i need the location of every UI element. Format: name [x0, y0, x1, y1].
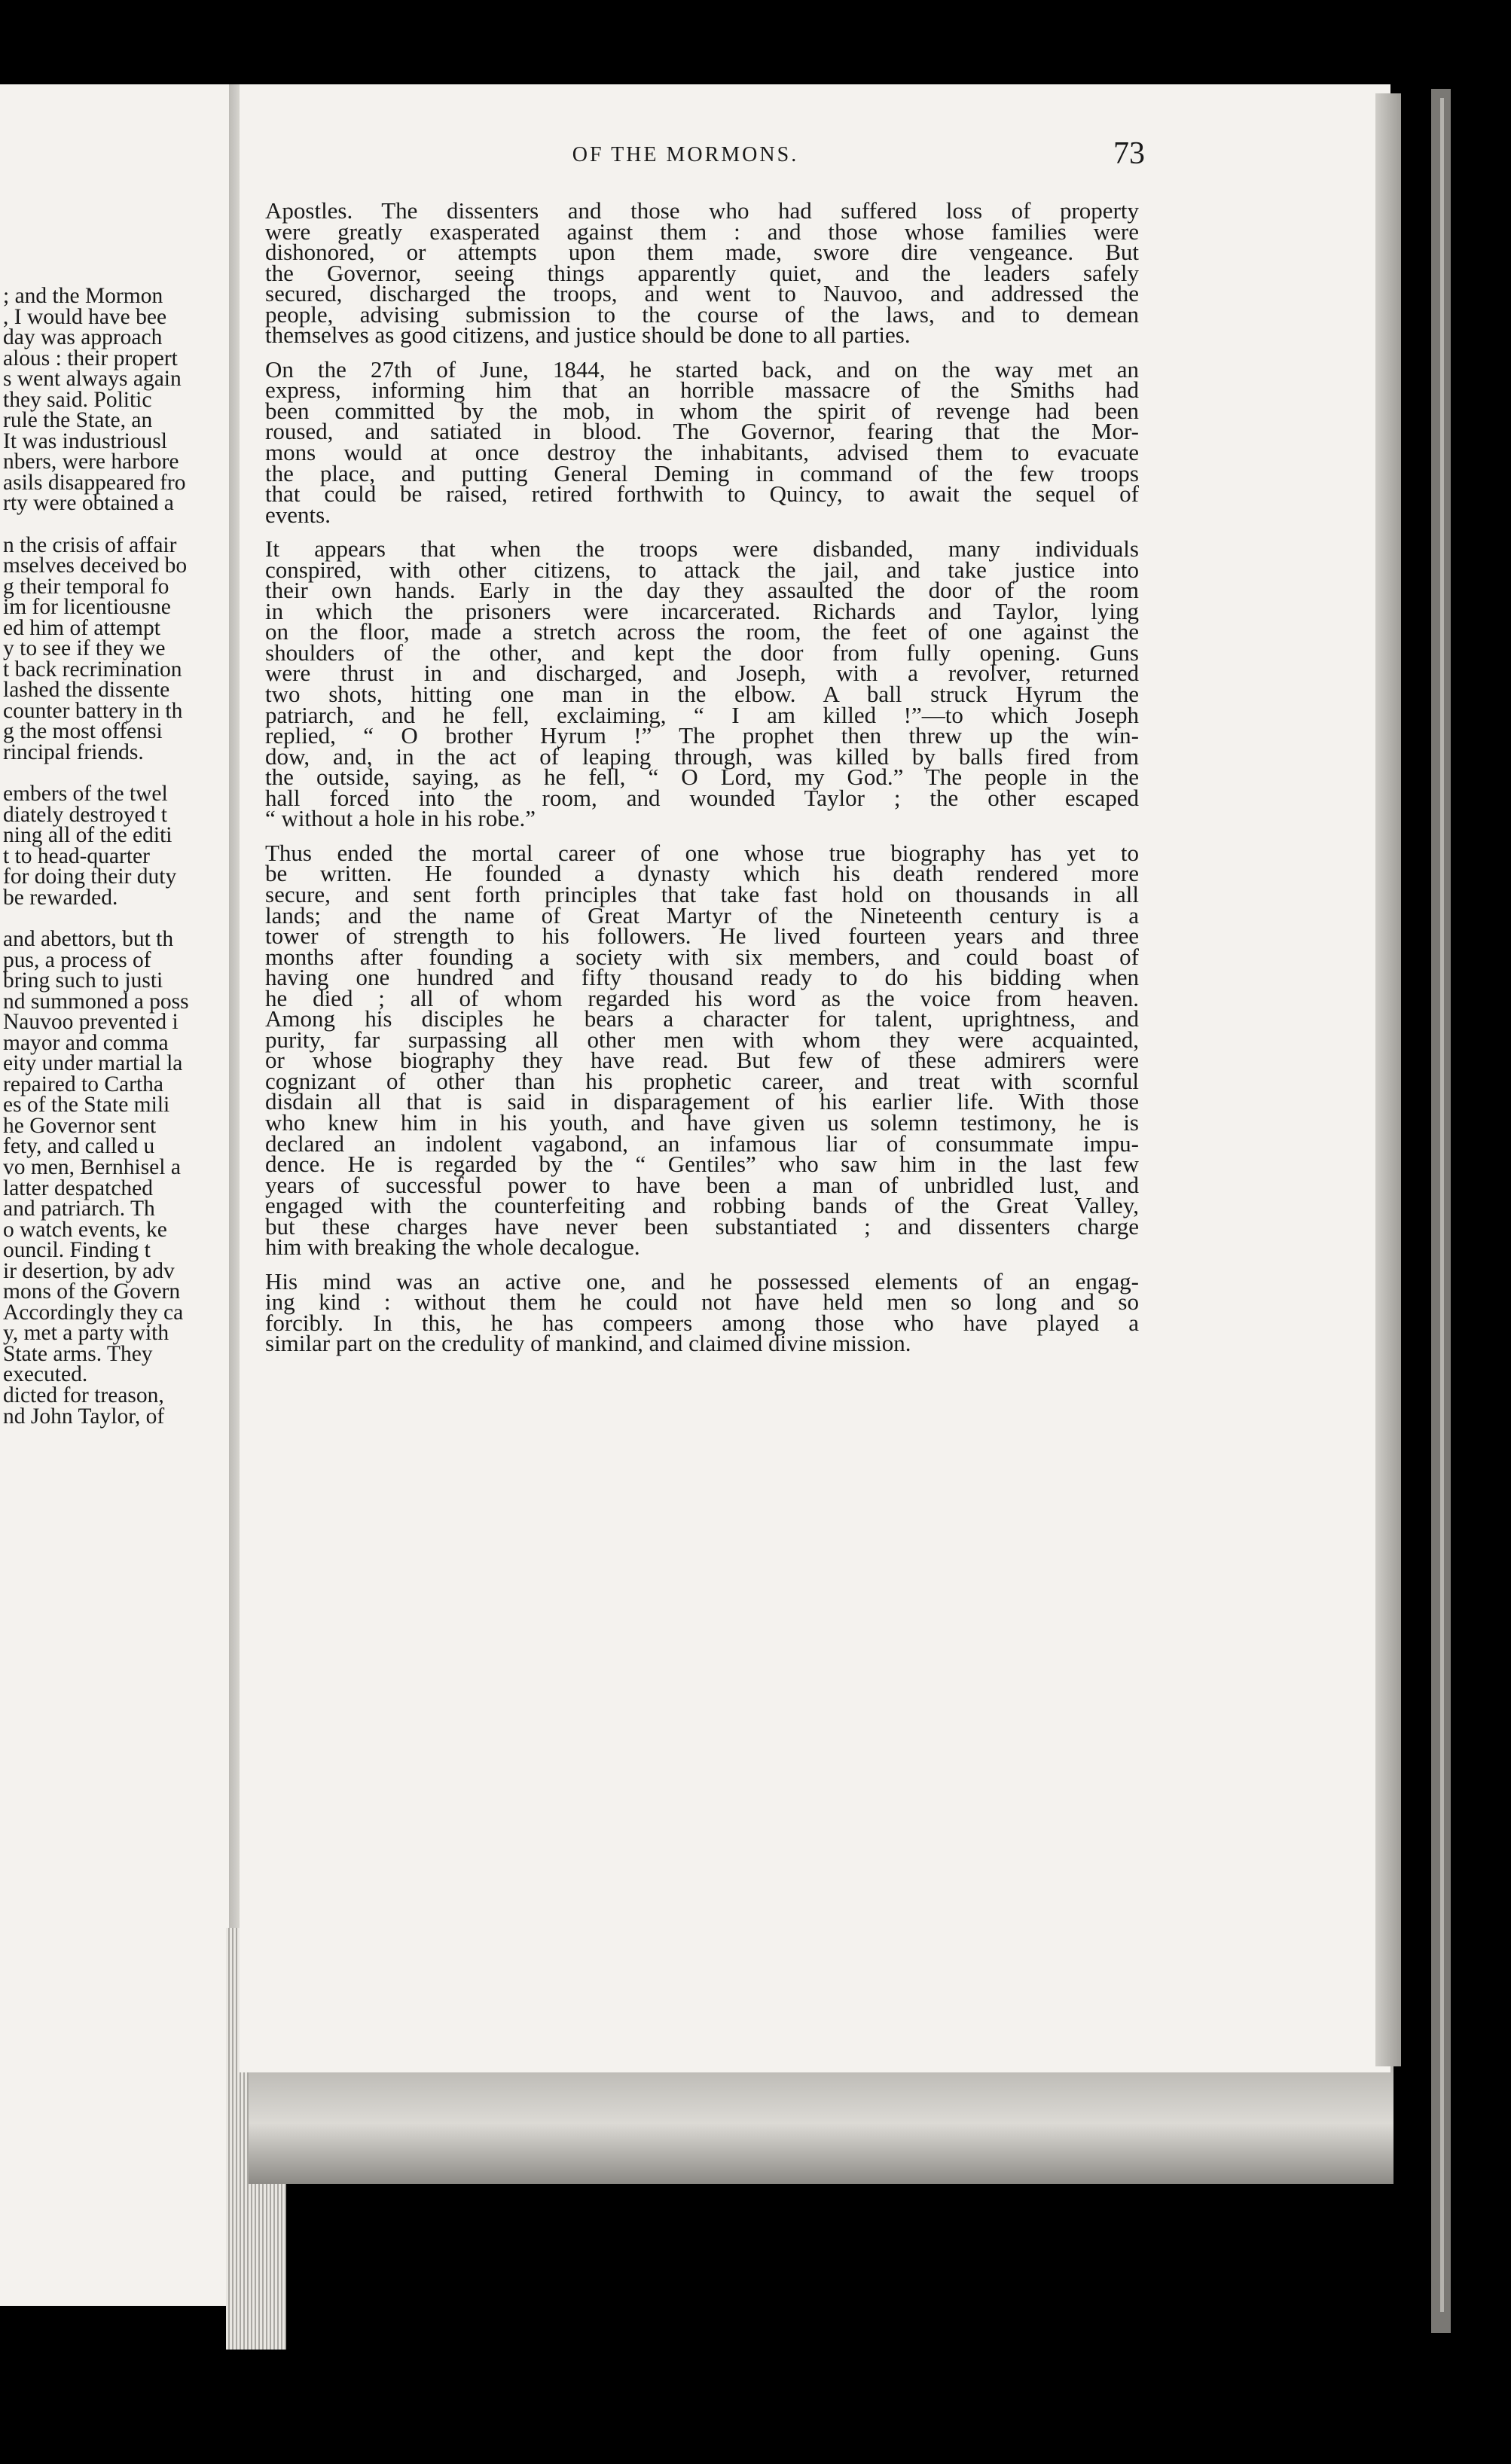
paragraph [265, 355, 1139, 528]
text-line: mons would at once destroy the inhabitants, advised them to evacuate [265, 439, 1139, 466]
left-column-line: bring such to justi [3, 968, 163, 993]
left-page-fragment [0, 84, 240, 2306]
text-line: be written. He founded a dynasty which his death rendered more [265, 860, 1139, 887]
left-column-line: nd summoned a poss [3, 989, 189, 1014]
left-column-line: day was approach [3, 325, 163, 350]
left-column-line: fety, and called u [3, 1134, 155, 1159]
left-column-line: nd John Taylor, of [3, 1404, 165, 1429]
left-column-line: embers of the twel [3, 782, 168, 807]
text-line: that could be raised, retired forthwith to Quincy, to await the sequel of [265, 480, 1139, 508]
text-line: the place, and putting General Deming in command of the few troops [265, 459, 1139, 486]
left-column-line: they said. Politic [3, 387, 152, 412]
text-line: It appears that when the troops were disbanded, many individuals [265, 535, 1139, 563]
text-line: “ without a hole in his robe.” [265, 805, 536, 832]
left-column-line: asils disappeared fro [3, 470, 186, 495]
left-column-line: mons of the Govern [3, 1279, 181, 1304]
body-text [265, 197, 1139, 1368]
text-line: he died ; all of whom regarded his word as the voice from heaven. [265, 984, 1139, 1011]
left-column-line: diately destroyed t [3, 802, 167, 827]
text-line: roused, and satiated in blood. The Governor, fearing that the Mor- [265, 418, 1139, 445]
left-column-line: y to see if they we [3, 636, 166, 661]
left-column-line: ; and the Mormon [3, 284, 163, 308]
text-line: the Governor, seeing things apparently quiet, and the leaders safely [265, 259, 1139, 286]
left-column-line: nbers, were harbore [3, 450, 179, 474]
left-column-line: g their temporal fo [3, 574, 169, 599]
left-column-line: and abettors, but th [3, 926, 174, 951]
text-line: years of successful power to have been a man of unbridled lust, and [265, 1171, 1139, 1198]
text-line: similar part on the credulity of mankind, and claimed divine mission. [265, 1330, 911, 1357]
page-number: 73 [1113, 136, 1145, 171]
left-column-line: rule the State, an [3, 408, 153, 433]
text-line: two shots, hitting one man in the elbow. A ball struck Hyrum the [265, 681, 1139, 708]
text-line: secured, discharged the troops, and went to Nauvoo, and addressed the [265, 280, 1139, 307]
text-line: cognizant of other than his prophetic career, and treat with scornful [265, 1067, 1139, 1094]
text-line: forcibly. In this, he has compeers among those who have played a [265, 1309, 1139, 1336]
text-line: lands; and the name of Great Martyr of the Nineteenth century is a [265, 901, 1139, 929]
text-line: were greatly exasperated against them : and those whose families were [265, 218, 1139, 245]
left-column-line: be rewarded. [3, 885, 118, 910]
left-column-line: s went always again [3, 367, 182, 392]
left-column-line [3, 764, 240, 785]
text-line: ing kind : without them he could not have held men so long and so [265, 1288, 1139, 1316]
text-line: replied, “ O brother Hyrum !” The prophet then threw up the win- [265, 722, 1139, 749]
text-line: on the floor, made a stretch across the room, the feet of one against the [265, 618, 1139, 645]
left-column-line: ning all of the editi [3, 823, 172, 848]
text-line: the outside, saying, as he fell, “ O Lord, my God.” The people in the [265, 764, 1139, 791]
text-line: Apostles. The dissenters and those who had suffered loss of property [265, 197, 1139, 224]
text-line: were thrust in and discharged, and Joseph, with a revolver, returned [265, 660, 1139, 687]
text-line: On the 27th of June, 1844, he started back, and on the way met an [265, 355, 1139, 383]
left-column-line: repaired to Cartha [3, 1072, 163, 1096]
left-column-line: rincipal friends. [3, 740, 144, 765]
text-line: their own hands. Early in the day they assaulted the door of the room [265, 577, 1139, 604]
text-line: who knew him in his youth, and have given us solemn testimony, he is [265, 1108, 1139, 1136]
left-column-line: latter despatched [3, 1176, 154, 1200]
left-column-line: ir desertion, by adv [3, 1258, 175, 1283]
text-line: dow, and, in the act of leaping through, was killed by balls fired from [265, 743, 1139, 770]
left-column-line: ed him of attempt [3, 615, 160, 640]
text-line: having one hundred and fifty thousand ready to do his bidding when [265, 964, 1139, 991]
text-line: purity, far surpassing all other men with whom they were acquainted, [265, 1026, 1139, 1053]
left-column-line: , I would have bee [3, 304, 167, 329]
text-line: dence. He is regarded by the “ Gentiles” who saw him in the last few [265, 1151, 1139, 1178]
text-line: dishonored, or attempts upon them made, swore dire vengeance. But [265, 239, 1139, 266]
left-column-line: mselves deceived bo [3, 553, 188, 578]
left-column-line: g the most offensi [3, 719, 163, 744]
left-column-line: n the crisis of affair [3, 532, 177, 557]
text-line: Thus ended the mortal career of one whose true biography has yet to [265, 839, 1139, 866]
left-column-line: t back recrimination [3, 657, 182, 682]
left-column-line: vo men, Bernhisel a [3, 1154, 181, 1179]
paragraph [265, 535, 1139, 832]
left-column-line [3, 908, 240, 929]
left-column-line: es of the State mili [3, 1093, 170, 1118]
left-column-line: o watch events, ke [3, 1217, 167, 1242]
left-column-line: State arms. They [3, 1341, 153, 1366]
left-column-line [3, 514, 240, 535]
text-line: or whose biography they have read. But few of these admirers were [265, 1047, 1139, 1074]
paragraph [265, 197, 1139, 349]
left-column-line: counter battery in th [3, 698, 183, 723]
running-head: OF THE MORMONS. [572, 143, 799, 166]
text-line: him with breaking the whole decalogue. [265, 1234, 640, 1261]
text-line: His mind was an active one, and he possessed elements of an engag- [265, 1267, 1139, 1295]
page-shadow [249, 2063, 1393, 2184]
text-line: engaged with the counterfeiting and robbing bands of the Great Valley, [265, 1192, 1139, 1219]
book-cover-highlight [1440, 98, 1444, 2312]
text-line: express, informing him that an horrible massacre of the Smiths had [265, 377, 1139, 404]
text-line: secure, and sent forth principles that take fast hold on thousands in all [265, 880, 1139, 907]
text-line: themselves as good citizens, and justice should be done to all parties. [265, 322, 911, 349]
text-line: declared an indolent vagabond, an infamous liar of consummate impu- [265, 1130, 1139, 1157]
left-column-line: Nauvoo prevented i [3, 1010, 179, 1035]
text-line: people, advising submission to the course of the laws, and to demean [265, 300, 1139, 328]
left-column-text [0, 286, 240, 1427]
left-column-line: for doing their duty [3, 865, 177, 889]
left-column-line: eity under martial la [3, 1051, 183, 1076]
left-column-line: t to head-quarter [3, 843, 150, 868]
left-column-line: pus, a process of [3, 947, 151, 972]
left-column-line: he Governor sent [3, 1113, 157, 1138]
text-line: shoulders of the other, and kept the door from fully opening. Guns [265, 639, 1139, 666]
text-line: but these charges have never been substantiated ; and dissenters charge [265, 1212, 1139, 1240]
left-column-line: lashed the dissente [3, 678, 170, 703]
left-column-line: y, met a party with [3, 1321, 169, 1346]
text-line: months after founding a society with six members, and could boast of [265, 943, 1139, 970]
cover-edge [1375, 93, 1401, 2066]
left-column-line: rty were obtained a [3, 491, 174, 516]
text-line: been committed by the mob, in whom the spirit of revenge had been [265, 397, 1139, 424]
paragraph [265, 1267, 1139, 1357]
left-column-line: ouncil. Finding t [3, 1238, 151, 1263]
paragraph [265, 839, 1139, 1261]
text-line: patriarch, and he fell, exclaiming, “ I am killed !”—to which Joseph [265, 701, 1139, 728]
text-line: Among his disciples he bears a character for talent, uprightness, and [265, 1005, 1139, 1032]
text-line: disdain all that is said in disparagement of his earlier life. With those [265, 1088, 1139, 1115]
text-line: tower of strength to his followers. He lived fourteen years and three [265, 922, 1139, 950]
text-line: conspired, with other citizens, to attack the jail, and take justice into [265, 556, 1139, 583]
left-column-line: It was industriousl [3, 428, 167, 453]
left-column-line: alous : their propert [3, 346, 178, 371]
left-column-line: im for licentiousne [3, 595, 171, 620]
text-line: events. [265, 501, 331, 528]
text-line: hall forced into the room, and wounded Taylor ; the other escaped [265, 784, 1139, 811]
left-column-line: and patriarch. Th [3, 1197, 155, 1221]
left-column-line: executed. [3, 1362, 88, 1387]
left-column-line: dicted for treason, [3, 1383, 164, 1407]
left-column-line: Accordingly they ca [3, 1300, 184, 1325]
text-line: in which the prisoners were incarcerated. Richards and Taylor, lying [265, 597, 1139, 624]
left-column-line: mayor and comma [3, 1030, 169, 1055]
